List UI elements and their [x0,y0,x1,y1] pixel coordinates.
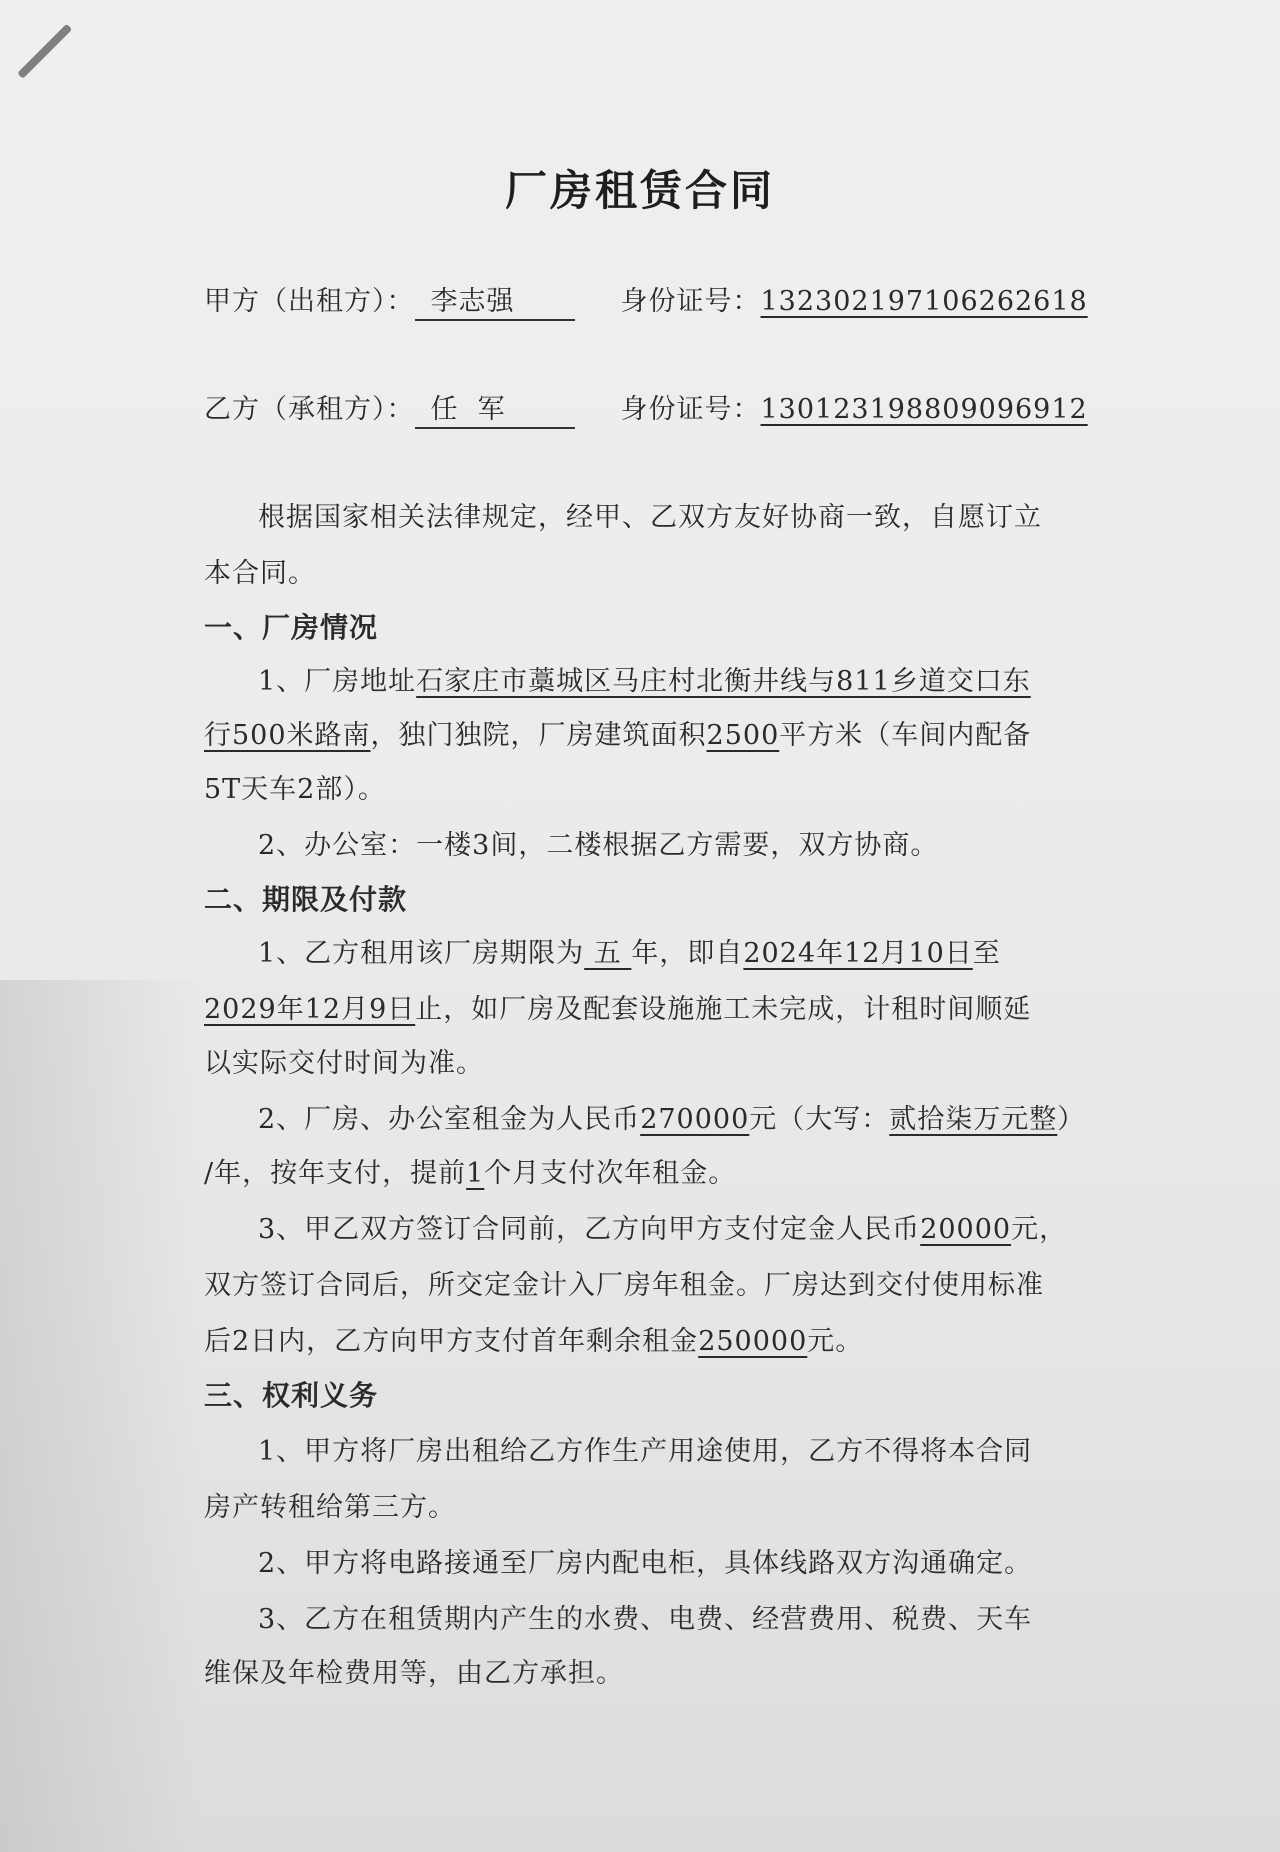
s2-item1-to: 至 [972,938,1001,969]
s1-item1-mid: ，独门独院，厂房建筑面积 [370,720,707,751]
s2-item1-mid: 年，即自 [631,938,744,969]
s2-item3-prefix: 3、甲乙双方签订合同前，乙方向甲方支付定金人民币 [258,1214,921,1245]
s2-item2-line2-prefix: /年，按年支付，提前 [204,1158,467,1189]
s2-start-date: 2024年12月10日 [743,938,973,969]
party-b-row [204,390,1088,430]
party-a-id-number: 132302197106262618 [760,286,1088,317]
s2-item3-line3 [204,1322,1084,1362]
s2-item1-line3: 以实际交付时间为准。 [204,1048,484,1079]
s3-item2: 2、甲方将电路接通至厂房内配电柜，具体线路双方沟通确定。 [258,1548,1033,1579]
s2-item1-rest: 止，如厂房及配套设施施工未完成，计租时间顺延 [415,994,1032,1025]
party-b-name: 任 军 [415,393,575,429]
s2-item3-line3-prefix: 后2日内，乙方向甲方支付首年剩余租金 [204,1326,699,1357]
party-b-id-number: 130123198809096912 [760,394,1088,425]
s3-item3-line1: 3、乙方在租赁期内产生的水费、电费、经营费用、税费、天车 [258,1604,1033,1635]
s1-item1-prefix: 1、厂房地址 [258,666,417,697]
party-a-label: 甲方（出租方）： [204,286,415,317]
s2-deposit: 20000 [920,1214,1012,1245]
s2-item1-line1 [204,934,1138,974]
s2-rent-amount: 270000 [640,1104,750,1135]
page-shadow [0,980,200,1852]
s2-item2-line2-suffix: 个月支付次年租金。 [484,1158,737,1189]
s1-item1-suffix: 平方米（车间内配备 [779,720,1032,751]
s2-item3-line3-suffix: 元。 [807,1326,864,1357]
s1-address-part2: 行500米路南 [204,720,371,751]
s2-item1-line2 [204,990,1084,1030]
section-3-heading: 三、权利义务 [204,1379,379,1412]
party-b-id-label: 身份证号： [620,394,761,425]
s2-item2-mid: 元（大写： [749,1104,890,1135]
contract-title: 厂房租赁合同 [504,166,775,215]
s3-item1-line1: 1、甲方将厂房出租给乙方作生产用途使用，乙方不得将本合同 [258,1436,1033,1467]
party-a-id-label: 身份证号： [620,286,761,317]
party-a-name: 李志强 [415,285,575,321]
preamble-line-2: 本合同。 [204,558,316,589]
s1-area: 2500 [706,720,780,751]
s2-term: 五 [584,938,632,969]
s1-item1-line2 [204,716,1084,756]
s2-item3-line2: 双方签订合同后，所交定金计入厂房年租金。厂房达到交付使用标准 [204,1270,1044,1301]
party-a-row [204,282,1088,322]
section-2-heading: 二、期限及付款 [204,883,408,916]
s2-rent-words: 贰拾柒万元整 [889,1104,1058,1135]
s2-advance-months: 1 [466,1158,485,1189]
s2-item2-prefix: 2、厂房、办公室租金为人民币 [258,1104,641,1135]
preamble-line-1: 根据国家相关法律规定，经甲、乙双方友好协商一致，自愿订立 [258,502,1042,533]
s1-item2: 2、办公室：一楼3间，二楼根据乙方需要，双方协商。 [258,830,939,861]
s1-item1-line1 [204,662,1138,702]
pen-mark [17,24,72,79]
s1-address-part1: 石家庄市藁城区马庄村北衡井线与811乡道交口东 [416,666,1031,697]
s3-item3-line2: 维保及年检费用等，由乙方承担。 [204,1658,624,1689]
s2-item1-prefix: 1、乙方租用该厂房期限为 [258,938,585,969]
s2-item3-line1 [204,1210,1138,1250]
s2-remaining-rent: 250000 [698,1326,808,1357]
party-b-label: 乙方（承租方）： [204,394,415,425]
s2-item2-line2 [204,1154,1084,1194]
s2-item3-suffix: 元， [1011,1214,1068,1245]
s2-end-date: 2029年12月9日 [204,994,416,1025]
s2-item2-close: ） [1057,1104,1086,1135]
s3-item1-line2: 房产转租给第三方。 [204,1492,456,1523]
s1-item1-line3: 5T天车2部）。 [204,774,386,805]
section-1-heading: 一、厂房情况 [204,611,379,644]
s2-item2-line1 [204,1100,1138,1140]
